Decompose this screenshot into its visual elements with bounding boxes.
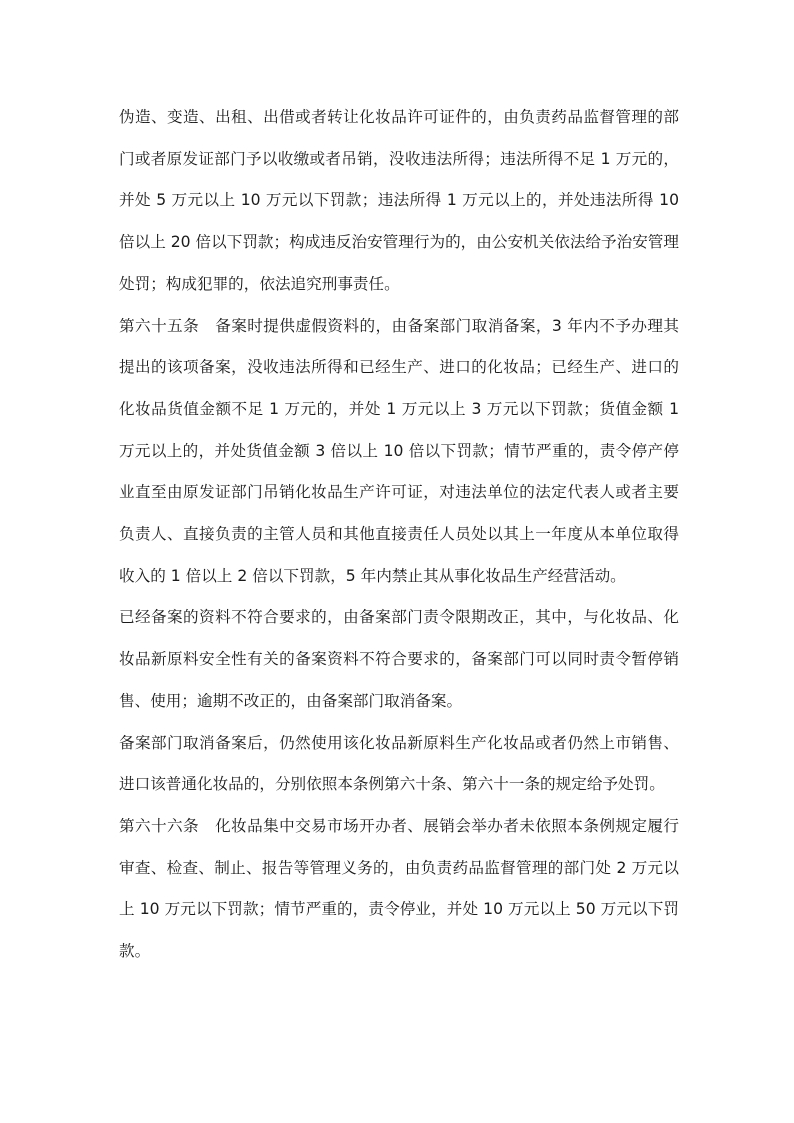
paragraph-article-66: 第六十六条 化妆品集中交易市场开办者、展销会举办者未依照本条例规定履行审查、检查、制止、报告等管理义务的，由负责药品监督管理的部门处 2 万元以上 10 万元以下罚款；情节严重的，责令停业，并处 10 万元以上 50 万元以下罚款。 bbox=[119, 816, 679, 961]
paragraph-filing-cancelled: 备案部门取消备案后，仍然使用该化妆品新原料生产化妆品或者仍然上市销售、进口该普通化妆品的，分别依照本条例第六十条、第六十一条的规定给予处罚。 bbox=[119, 733, 679, 794]
paragraph-filing-noncompliance: 已经备案的资料不符合要求的，由备案部门责令限期改正，其中，与化妆品、化妆品新原料安全性有关的备案资料不符合要求的，备案部门可以同时责令暂停销售、使用；逾期不改正的，由备案部门取消备案。 bbox=[119, 608, 679, 710]
paragraph-penalty-forged-license: 伪造、变造、出租、出借或者转让化妆品许可证件的，由负责药品监督管理的部门或者原发证部门予以收缴或者吊销，没收违法所得；违法所得不足 1 万元的，并处 5 万元以上 10 万元以下罚款；违法所得 1 万元以上的，并处违法所得 10 倍以上 20 倍以下罚款；构成违反治安管理行为的，由公安机关依法给予治安管理处罚；构成犯罪的，依法追究刑事责任。 bbox=[119, 108, 679, 293]
paragraph-article-65: 第六十五条 备案时提供虚假资料的，由备案部门取消备案，3 年内不予办理其提出的该项备案，没收违法所得和已经生产、进口的化妆品；已经生产、进口的化妆品货值金额不足 1 万元的，并处 1 万元以上 3 万元以下罚款；货值金额 1 万元以上的，并处货值金额 3 倍以上 10 倍以下罚款；情节严重的，责令停产停业直至由原发证部门吊销化妆品生产许可证，对违法单位的法定代表人或者主要负责人、直接负责的主管人员和其他直接责任人员处以其上一年度从本单位取得收入的 1 倍以上 2 倍以下罚款，5 年内禁止其从事化妆品生产经营活动。 bbox=[119, 316, 679, 585]
document-body bbox=[119, 97, 679, 973]
